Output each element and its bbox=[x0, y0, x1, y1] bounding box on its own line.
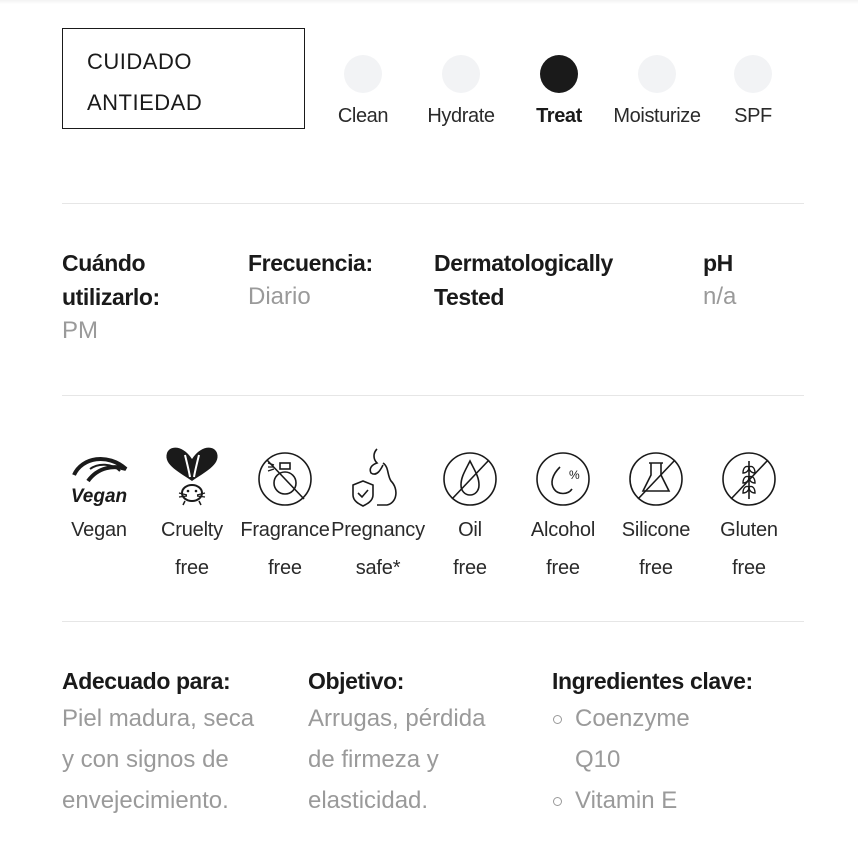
badge-cruelty-free bbox=[142, 445, 242, 583]
badge-label: Alcohol bbox=[530, 519, 596, 541]
divider bbox=[62, 621, 804, 622]
suitable-for bbox=[62, 664, 302, 821]
category-box bbox=[62, 28, 305, 129]
vegan-logo-icon bbox=[68, 445, 130, 507]
step-clean[interactable] bbox=[308, 52, 418, 128]
ingredient-item bbox=[552, 780, 802, 821]
suitable-line: envejecimiento. bbox=[62, 787, 229, 814]
product-badges bbox=[0, 445, 858, 585]
no-silicone-icon bbox=[625, 445, 687, 507]
badge-label-2: free bbox=[268, 557, 302, 579]
badge-fragrance-free bbox=[235, 445, 335, 583]
badge-label-2: free bbox=[546, 557, 580, 579]
badge-label: Vegan bbox=[71, 519, 127, 541]
info-when bbox=[62, 246, 160, 348]
badge-label-2: free bbox=[732, 557, 766, 579]
info-frequency-heading: Frecuencia: bbox=[248, 250, 373, 276]
step-hydrate[interactable] bbox=[406, 52, 516, 128]
badge-vegan bbox=[49, 445, 149, 553]
info-derm bbox=[434, 246, 613, 314]
ingredient-name: Vitamin E bbox=[575, 787, 678, 814]
step-treat[interactable] bbox=[504, 52, 614, 128]
suitable-heading: Adecuado para: bbox=[62, 668, 231, 694]
no-gluten-icon bbox=[718, 445, 780, 507]
info-when-heading-1: Cuándo bbox=[62, 250, 146, 276]
step-spf[interactable] bbox=[698, 52, 808, 128]
step-dot bbox=[344, 55, 382, 93]
objective-line: Arrugas, pérdida bbox=[308, 705, 486, 732]
pregnancy-icon bbox=[347, 445, 409, 507]
objective-heading: Objetivo: bbox=[308, 668, 405, 694]
info-frequency-value: Diario bbox=[248, 283, 311, 310]
badge-label-2: safe* bbox=[355, 557, 401, 579]
info-derm-heading-1: Dermatologically bbox=[434, 250, 613, 276]
step-moisturize[interactable] bbox=[602, 52, 712, 128]
divider bbox=[62, 395, 804, 396]
ingredients-heading: Ingredientes clave: bbox=[552, 668, 753, 694]
ingredient-item bbox=[552, 698, 802, 780]
badge-label: Gluten bbox=[720, 519, 778, 541]
step-label: Moisturize bbox=[613, 105, 701, 127]
info-when-value: PM bbox=[62, 317, 98, 344]
badge-label: Cruelty bbox=[161, 519, 223, 541]
key-ingredients bbox=[552, 664, 802, 821]
info-ph-value: n/a bbox=[703, 283, 737, 310]
badge-label-2: free bbox=[175, 557, 209, 579]
badge-silicone-free bbox=[606, 445, 706, 583]
objective-line: de firmeza y bbox=[308, 746, 439, 773]
step-label: Hydrate bbox=[427, 105, 495, 127]
info-ph bbox=[703, 246, 736, 314]
vegan-logo-text: Vegan bbox=[70, 486, 128, 507]
category-line-2: ANTIEDAD bbox=[87, 90, 203, 115]
info-frequency bbox=[248, 246, 373, 314]
step-label: Clean bbox=[337, 105, 389, 127]
no-alcohol-icon bbox=[532, 445, 594, 507]
badge-label: Pregnancy bbox=[331, 519, 425, 541]
step-label: SPF bbox=[734, 105, 772, 127]
bunny-heart-icon bbox=[161, 445, 223, 507]
suitable-line: Piel madura, seca bbox=[62, 705, 255, 732]
badge-oil-free bbox=[420, 445, 520, 583]
step-dot bbox=[734, 55, 772, 93]
objective bbox=[308, 664, 548, 821]
objective-line: elasticidad. bbox=[308, 787, 429, 814]
no-fragrance-icon bbox=[254, 445, 316, 507]
badge-alcohol-free bbox=[513, 445, 613, 583]
step-label: Treat bbox=[536, 105, 582, 127]
ingredients-list bbox=[552, 698, 802, 821]
category-line-1: CUIDADO bbox=[87, 49, 192, 74]
step-dot-active bbox=[540, 55, 578, 93]
ingredient-name-cont: Q10 bbox=[575, 746, 621, 773]
suitable-line: y con signos de bbox=[62, 746, 229, 773]
badge-label: Silicone bbox=[621, 519, 691, 541]
badge-label: Oil bbox=[458, 519, 482, 541]
info-derm-heading-2: Tested bbox=[434, 284, 505, 310]
badge-label: Fragrance bbox=[240, 519, 330, 541]
badge-label-2: free bbox=[639, 557, 673, 579]
ingredient-name: Coenzyme bbox=[575, 705, 690, 732]
top-shadow bbox=[0, 0, 858, 4]
badge-gluten-free bbox=[699, 445, 799, 583]
info-ph-heading: pH bbox=[703, 250, 733, 276]
step-dot bbox=[442, 55, 480, 93]
percent-symbol: % bbox=[569, 468, 580, 482]
divider bbox=[62, 203, 804, 204]
badge-pregnancy-safe bbox=[328, 445, 428, 583]
info-when-heading-2: utilizarlo: bbox=[62, 284, 160, 310]
badge-label-2: free bbox=[453, 557, 487, 579]
step-dot bbox=[638, 55, 676, 93]
no-oil-icon bbox=[439, 445, 501, 507]
